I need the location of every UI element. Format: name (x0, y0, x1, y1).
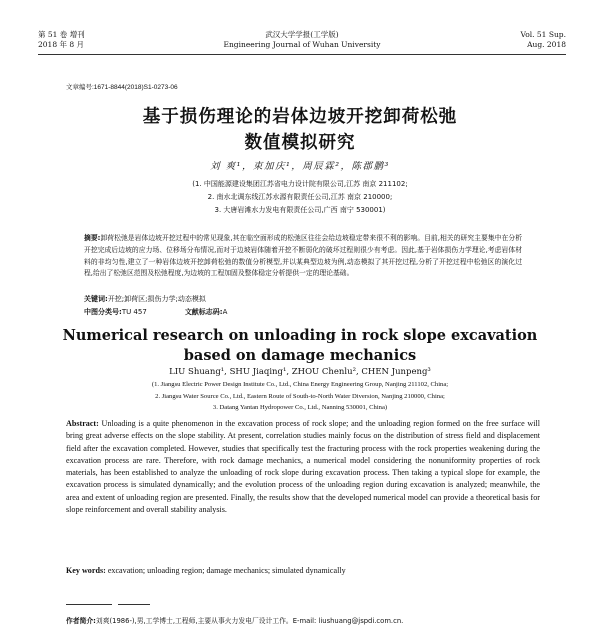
english-keywords-text: excavation; unloading region; damage mechanics; simulated dynamically (107, 566, 346, 575)
english-keywords (66, 566, 540, 575)
header-date-en-line: Aug. 2018 (527, 40, 566, 49)
footnote-text: 刘爽(1986-),男,工学博士,工程师,主要从事火力发电厂设计工作。E-mail: liushuang@jspdi.com.cn. (95, 617, 404, 625)
classification-label: 中图分类号: (84, 308, 122, 316)
footnote-label: 作者简介: (66, 617, 96, 625)
chinese-title-line: 数值模拟研究 (244, 133, 356, 153)
english-abstract-label: Abstract: (66, 419, 99, 428)
chinese-keywords-label: 关键词: (84, 295, 108, 303)
footnote-rule (66, 604, 112, 605)
author-footnote (66, 615, 560, 625)
chinese-abstract-text: 卸荷松弛是岩体边坡开挖过程中的常见现象,其在临空面形成的松弛区往往会给边坡稳定带来很不利的影响。目前,相关的研究主要集中在分析开挖完成后边坡的应力场、位移场分布情况,而对于边坡岩体随着开挖不断弱化的破坏过程则很少有考虑。因此,基于岩体损伤力学理论,考虑岩体材料的非均匀性,建立了一种岩体边坡开挖卸荷松弛的数值分析模型,并以某典型边坡为例,动态模拟了其开挖过程,分析了开挖过程中松弛区的演化过程,给出了松弛区范围及松弛程度,为边坡的工程加固及整体稳定分析提供一定的理论基础。 (84, 234, 523, 278)
document-code-label: 文献标志码: (184, 308, 223, 316)
header-volume-line: 第 51 卷 增刊 (38, 30, 85, 39)
chinese-affiliation: 2. 南水北调东线江苏水源有限责任公司,江苏 南京 210000; (207, 193, 393, 201)
english-abstract-text: Unloading is a quite phenomenon in the excavation process of rock slope; and the unloading region formed on the free surface will bring great adverse effects on the slope stability. At present, correlation studies mainly focus on the distribution of stress field and displacement field after the excavation completed. However, studies that specifically test the fracturing process with the rock properties weakening during the excavation process are rare. Therefore, with rock damage mechanics, a numerical model considering the nonuniformity properties of rock materials, has been established to analyze the unloading of rock slope during excavation process. Then taking a typical slope for example, the excavation process is simulated dynamically; and the evolution process of the unloading region during excavation is analyzed; meanwhile, the area and extent of unloading region are presented. Finally, the results show that the developed numerical model can provide a theoretical basis for slope reinforcement and overall stability analysis. (66, 419, 540, 515)
header-journal (38, 30, 566, 50)
article-number: 文章编号:1671-8844(2018)S1-0273-06 (66, 84, 178, 91)
english-keywords-label: Key words: (66, 566, 106, 575)
chinese-title-line: 基于损伤理论的岩体边坡开挖卸荷松弛 (142, 107, 458, 127)
english-title-line: based on damage mechanics (183, 347, 417, 364)
classification-value: TU 457 (121, 308, 147, 316)
english-affiliation: 3. Datang Yantan Hydropower Co., Ltd., Nanning 530001, China) (212, 404, 388, 411)
running-header (38, 30, 566, 52)
english-affiliation: 2. Jiangsu Water Source Co., Ltd., Eastern Route of South-to-North Water Diversion, Nanjing 210000, China; (155, 392, 445, 400)
english-affiliations (0, 379, 600, 414)
header-rule (38, 54, 566, 55)
journal-name-en: Engineering Journal of Wuhan University (223, 40, 381, 49)
header-vol-en-line: Vol. 51 Sup. (520, 30, 566, 39)
chinese-abstract (84, 233, 522, 280)
chinese-keywords-text: 开挖;卸荷区;损伤力学;动态模拟 (107, 295, 206, 303)
chinese-abstract-label: 摘要: (84, 234, 101, 242)
chinese-affiliation: 3. 大唐岩滩水力发电有限责任公司,广西 南宁 530001) (214, 206, 386, 214)
classification-line (84, 307, 227, 317)
footnote-rule (118, 604, 150, 605)
english-affiliation: (1. Jiangsu Electric Power Design Institute Co., Ltd., China Energy Engineering Group, Nanjing 211102, China; (151, 381, 449, 388)
document-code-value: A (222, 308, 228, 316)
chinese-affiliation: (1. 中国能源建设集团江苏省电力设计院有限公司,江苏 南京 211102; (192, 180, 408, 188)
journal-name-cn: 武汉大学学报(工学版) (265, 30, 339, 39)
english-title (0, 326, 600, 366)
chinese-affiliations (0, 178, 600, 217)
header-date-line: 2018 年 8 月 (38, 40, 85, 49)
chinese-title (0, 104, 600, 156)
header-volume-en (521, 30, 567, 50)
english-authors: LIU Shuang¹, SHU Jiaqing¹, ZHOU Chenlu², CHEN Junpeng³ (169, 367, 431, 377)
english-abstract (66, 418, 540, 516)
chinese-authors: 刘 爽¹，束加庆¹，周辰霖²，陈郡鹏³ (210, 161, 390, 172)
chinese-keywords (84, 294, 206, 304)
english-title-line: Numerical research on unloading in rock slope excavation (62, 327, 538, 344)
